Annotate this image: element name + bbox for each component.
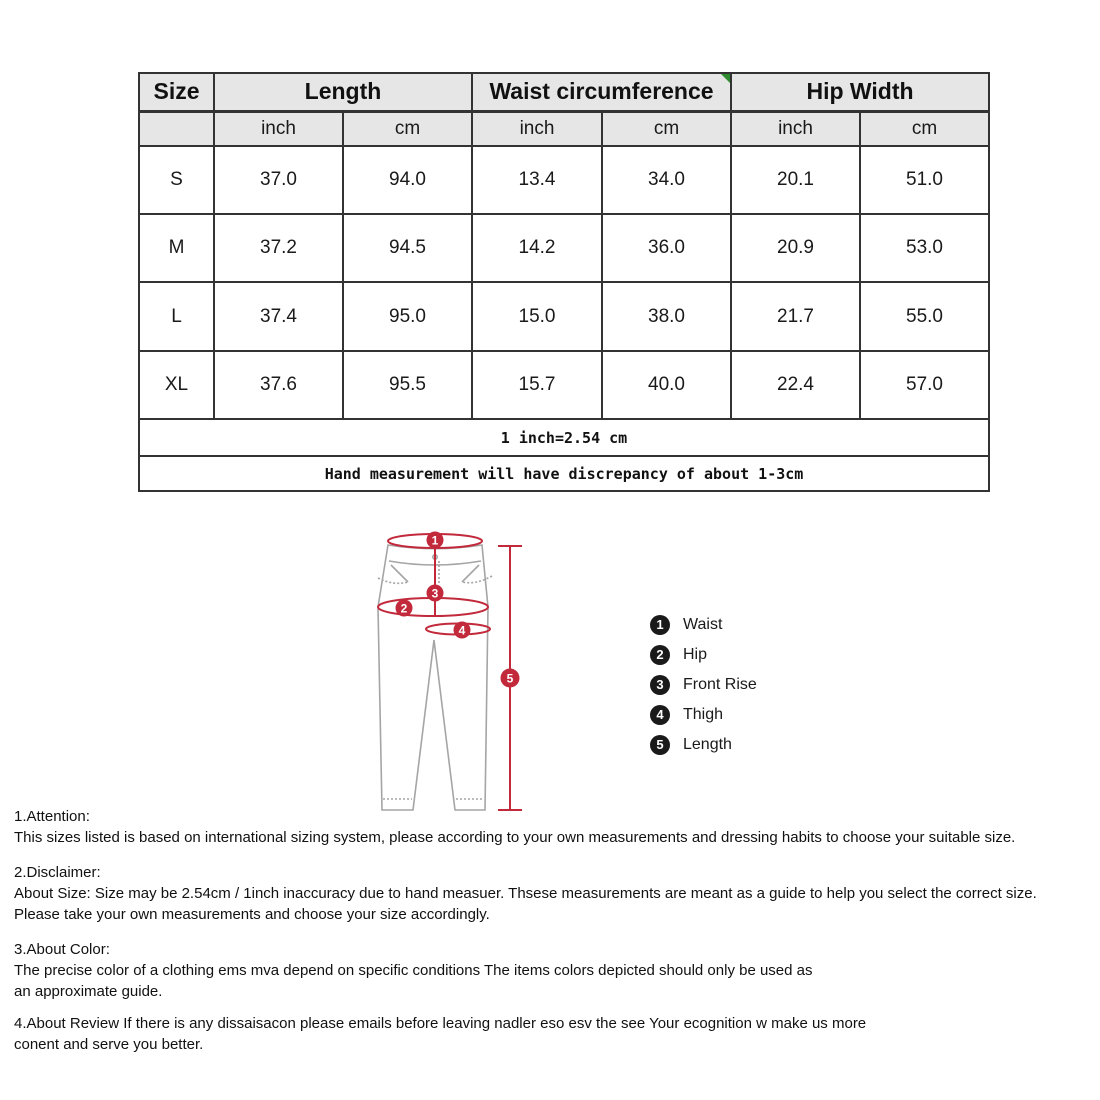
cell-value: 95.5 — [343, 351, 472, 419]
cell-value: 37.0 — [214, 146, 343, 214]
cell-value: 36.0 — [602, 214, 731, 282]
badge-2-hip: 2 — [400, 601, 408, 616]
cell-value: 57.0 — [860, 351, 989, 419]
attention-body: This sizes listed is based on international sizing system, please according to your own measurements and dressing habits to choose your suitable size. — [14, 829, 1016, 846]
header-group-hip: Hip Width — [731, 73, 989, 111]
measurement-legend — [650, 610, 757, 760]
disclaimer-section — [14, 862, 1096, 925]
cell-value: 13.4 — [472, 146, 602, 214]
cell-value: 14.2 — [472, 214, 602, 282]
legend-item-front-rise — [650, 670, 757, 700]
legend-item-thigh — [650, 700, 757, 730]
cell-value: 51.0 — [860, 146, 989, 214]
footnote-conversion: 1 inch=2.54 cm — [139, 419, 989, 456]
table-row — [139, 282, 989, 351]
subheader-unit: inch — [214, 111, 343, 146]
pants-diagram — [360, 523, 540, 823]
attention-heading: 1.Attention: — [14, 808, 90, 825]
cell-value: 21.7 — [731, 282, 860, 351]
about-review-section — [14, 1013, 1096, 1055]
cell-value: 53.0 — [860, 214, 989, 282]
subheader-unit: cm — [343, 111, 472, 146]
cell-value: 94.0 — [343, 146, 472, 214]
legend-label: Length — [683, 736, 732, 753]
badge-1-waist: 1 — [431, 533, 439, 548]
legend-badge-1-icon: 1 — [650, 615, 670, 635]
legend-badge-3-icon: 3 — [650, 675, 670, 695]
cell-value: 37.6 — [214, 351, 343, 419]
notes-section — [14, 806, 1096, 1055]
subheader-unit: inch — [472, 111, 602, 146]
cell-value: 37.4 — [214, 282, 343, 351]
about-color-heading: 3.About Color: — [14, 941, 110, 958]
badge-5-length: 5 — [506, 671, 514, 686]
footnote-discrepancy: Hand measurement will have discrepancy of about 1-3cm — [139, 456, 989, 491]
subheader-unit: cm — [602, 111, 731, 146]
header-size: Size — [139, 73, 214, 111]
legend-badge-2-icon: 2 — [650, 645, 670, 665]
cell-size: M — [139, 214, 214, 282]
cell-value: 55.0 — [860, 282, 989, 351]
legend-item-waist — [650, 610, 757, 640]
cell-value: 15.0 — [472, 282, 602, 351]
subheader-unit: cm — [860, 111, 989, 146]
legend-item-length — [650, 730, 757, 760]
about-review-line1: 4.About Review If there is any dissaisacon please emails before leaving nadler eso esv the see Your ecognition w make us more — [14, 1015, 867, 1032]
legend-label: Waist — [683, 616, 723, 633]
comment-marker-icon — [721, 74, 730, 83]
cell-value: 22.4 — [731, 351, 860, 419]
table-row — [139, 351, 989, 419]
about-review-line2: conent and serve you better. — [14, 1036, 204, 1053]
subheader-empty — [139, 111, 214, 146]
cell-size: XL — [139, 351, 214, 419]
legend-item-hip — [650, 640, 757, 670]
header-group-waist-label: Waist circumference — [489, 78, 714, 105]
cell-value: 37.2 — [214, 214, 343, 282]
subheader-unit: inch — [731, 111, 860, 146]
cell-value: 38.0 — [602, 282, 731, 351]
cell-size: L — [139, 282, 214, 351]
cell-size: S — [139, 146, 214, 214]
legend-label: Hip — [683, 646, 708, 663]
attention-section — [14, 806, 1096, 848]
disclaimer-body-line1: About Size: Size may be 2.54cm / 1inch inaccuracy due to hand measuer. Thsese measurements are meant as a guide to help you select the correct size. — [14, 885, 1037, 902]
table-row — [139, 214, 989, 282]
cell-value: 95.0 — [343, 282, 472, 351]
badge-4-thigh: 4 — [458, 623, 466, 638]
cell-value: 15.7 — [472, 351, 602, 419]
diagram-badges — [396, 532, 520, 688]
legend-badge-5-icon: 5 — [650, 735, 670, 755]
legend-badge-4-icon: 4 — [650, 705, 670, 725]
table-row — [139, 146, 989, 214]
about-color-body-line1: The precise color of a clothing ems mva depend on specific conditions The items colors depicted should only be used as — [14, 962, 813, 979]
legend-label: Front Rise — [683, 676, 757, 693]
badge-3-front-rise: 3 — [431, 586, 439, 601]
header-group-waist — [472, 73, 731, 111]
cell-value: 40.0 — [602, 351, 731, 419]
legend-label: Thigh — [683, 706, 724, 723]
cell-value: 34.0 — [602, 146, 731, 214]
cell-value: 20.1 — [731, 146, 860, 214]
header-group-length: Length — [214, 73, 472, 111]
disclaimer-body-line2: Please take your own measurements and choose your size accordingly. — [14, 906, 490, 923]
disclaimer-heading: 2.Disclaimer: — [14, 864, 101, 881]
cell-value: 94.5 — [343, 214, 472, 282]
about-color-section — [14, 939, 1096, 1002]
about-color-body-line2: an approximate guide. — [14, 983, 163, 1000]
cell-value: 20.9 — [731, 214, 860, 282]
size-table — [138, 72, 990, 492]
